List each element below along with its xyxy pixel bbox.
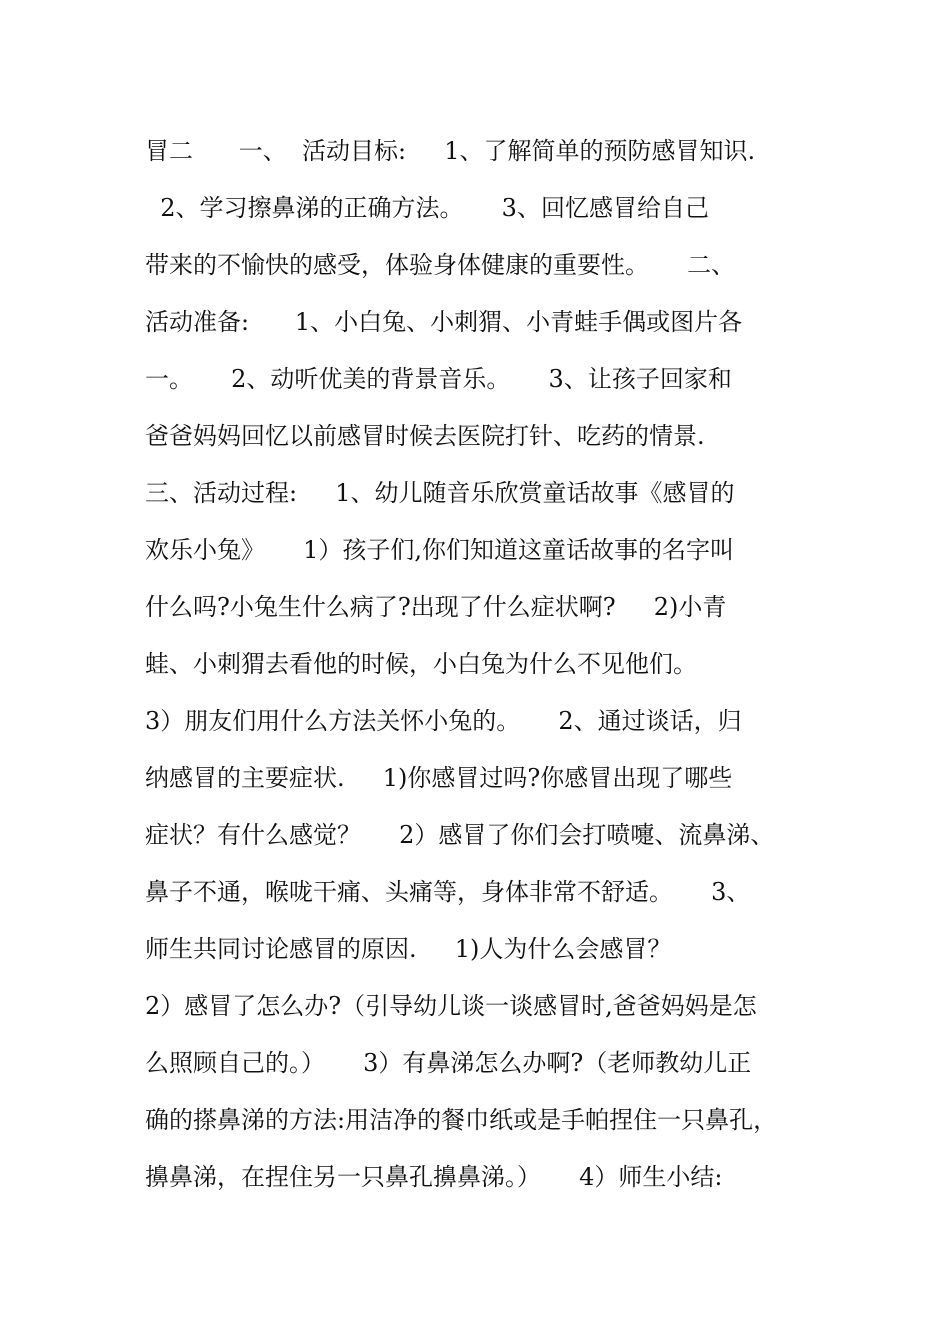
- text-line: 什么吗?小兔生什么病了?出现了什么症状啊? 2)小青: [145, 593, 727, 621]
- text-line: 一。 2、动听优美的背景音乐。 3、让孩子回家和: [145, 365, 732, 393]
- text-line: 么照顾自己的。） 3）有鼻涕怎么办啊?（老师教幼儿正: [145, 1049, 752, 1077]
- text-line: 冒二 一、 活动目标: 1、了解简单的预防感冒知识.: [145, 137, 756, 165]
- text-line: 确的搽鼻涕的方法:用洁净的餐巾纸或是手帕捏住一只鼻孔，: [145, 1106, 778, 1134]
- text-line: 2）感冒了怎么办?（引导幼儿谈一谈感冒时,爸爸妈妈是怎: [145, 992, 757, 1020]
- text-line: 带来的不愉快的感受，体验身体健康的重要性。 二、: [145, 251, 736, 279]
- text-line: 蛙、小刺猬去看他的时候，小白兔为什么不见他们。: [145, 650, 697, 678]
- text-line: 擤鼻涕，在捏住另一只鼻孔擤鼻涕。） 4）师生小结:: [145, 1163, 723, 1191]
- text-line: 3）朋友们用什么方法关怀小兔的。 2、通过谈话，归: [145, 707, 742, 735]
- text-line: 爸爸妈妈回忆以前感冒时候去医院打针、吃药的情景.: [145, 422, 705, 450]
- text-line: 欢乐小兔》 1）孩子们,你们知道这童话故事的名字叫: [145, 536, 735, 564]
- text-line: 2、学习擦鼻涕的正确方法。 3、回忆感冒给自己: [145, 194, 709, 222]
- text-line: 活动准备: 1、小白兔、小刺猬、小青蛙手偶或图片各: [145, 308, 743, 336]
- body-text: [145, 128, 835, 1211]
- text-line: 三、活动过程: 1、幼儿随音乐欣赏童话故事《感冒的: [145, 479, 735, 507]
- text-line: 纳感冒的主要症状. 1)你感冒过吗?你感冒出现了哪些: [145, 764, 733, 792]
- text-line: 鼻子不通，喉咙干痛、头痛等，身体非常不舒适。 3、: [145, 878, 751, 906]
- text-line: 症状？有什么感觉？ 2）感冒了你们会打喷嚏、流鼻涕、: [145, 821, 775, 849]
- text-line: 师生共同讨论感冒的原因. 1)人为什么会感冒？: [145, 935, 672, 963]
